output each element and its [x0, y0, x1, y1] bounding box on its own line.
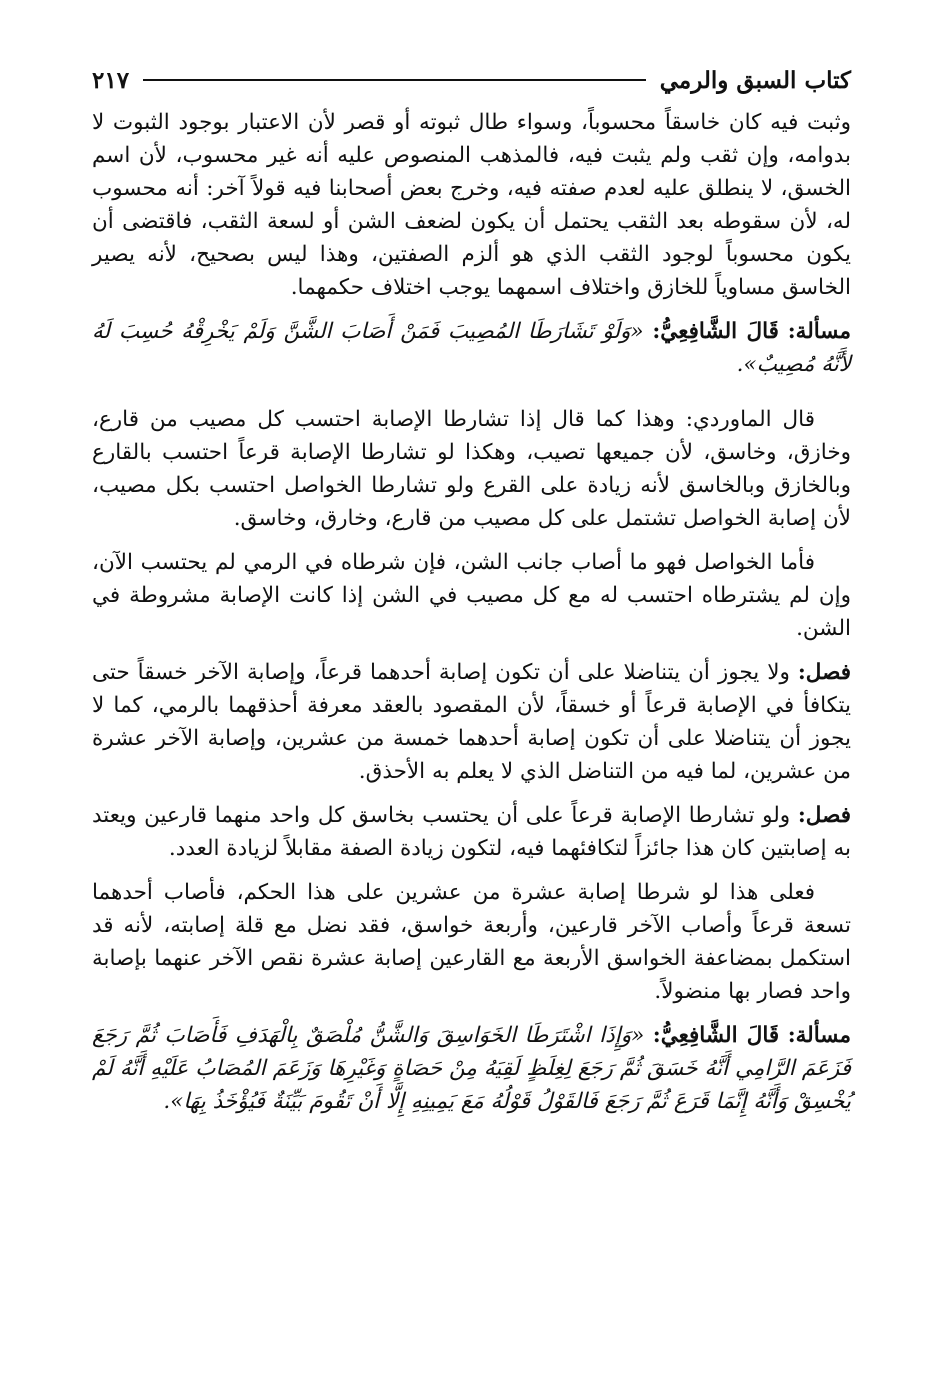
masala-label: مسألة: — [787, 319, 851, 344]
fasl-text: ولا يجوز أن يتناضلا على أن تكون إصابة أحدهما قرعاً، وإصابة الآخر خسقاً حتى يتكافأ في الإصابة قرعاً أو خسقاً، لأن المقصود بالعقد معرفة أحذقهما بالرمي، كما لا يجوز أن يتناضلا على أن تكون إصابة أحدهما خمسة من عشرين، وإصابة الآخر عشرة من عشرين، لما فيه من التناضل الذي لا يعلم به الأحذق. — [92, 660, 851, 784]
masala-paragraph-2 — [92, 1019, 851, 1118]
speaker-shafii: قَالَ الشَّافِعِيُّ: — [652, 1023, 780, 1048]
fasl-label: فصل: — [797, 660, 851, 685]
page-number: ٢١٧ — [92, 66, 130, 94]
fasl-label: فصل: — [797, 803, 851, 828]
masala-label: مسألة: — [787, 1023, 851, 1048]
quoted-text: «وَإِذَا اشْتَرَطَا الخَوَاسِقَ وَالشَّنُّ مُلْصَقٌ بِالْهَدَفِ فَأَصَابَ ثُمَّ رَجَعَ فَزَعَمَ الرَّامِي أَنَّهُ خَسَقَ ثُمَّ رَجَعَ لِغِلَظٍ لَقِيَهُ مِنْ حَصَاةٍ وَغَيْرِهَا وَزَعَمَ المُصَابُ عَلَيْهِ أَنَّهُ لَمْ يُخْسِقْ وَأَنَّهُ إِنَّمَا قَرَعَ ثُمَّ رَجَعَ فَالقَوْلُ قَوْلُهُ مَعَ يَمِينِهِ إِلَّا أَنْ تَقُومَ بَيِّنَةٌ فَيُؤْخَذُ بِهَا». — [92, 1023, 851, 1114]
speaker-shafii: قَالَ الشَّافِعِيُّ: — [652, 319, 779, 344]
paragraph-1: وثبت فيه كان خاسقاً محسوباً، وسواء طال ثبوته أو قصر لأن الاعتبار بوجود الثبوت لا بدوامه، وإن ثقب ولم يثبت فيه، فالمذهب المنصوص عليه أنه غير محسوب، لأن اسم الخسق، لا ينطلق عليه لعدم صفته فيه، وخرج بعض أصحابنا فيه قولاً آخر: أنه محسوب له، لأن سقوطه بعد الثقب يحتمل أن يكون لضعف الشن أو لسعة الثقب، فاقتضى أن يكون محسوباً لوجود الثقب الذي هو ألزم الصفتين، وهذا ليس بصحيح، لأنه يصير الخاسق مساوياً للخازق واختلاف اسمهما يوجب اختلاف حكمهما. — [92, 110, 851, 300]
masala-paragraph-1 — [92, 315, 851, 381]
header-rule — [143, 79, 646, 81]
page-body — [92, 106, 851, 1118]
paragraph-4: فأما الخواصل فهو ما أصاب جانب الشن، فإن شرطاه في الرمي لم يحتسب الآن، وإن لم يشترطاه احتسب له مع كل مصيب في الشن إذا كانت الإصابة مشروطة في الشن. — [92, 550, 851, 641]
paragraph-3: قال الماوردي: وهذا كما قال إذا تشارطا الإصابة احتسب كل مصيب من قارع، وخازق، وخاسق، لأن جميعها تصيب، وهكذا لو تشارطا الإصابة قرعاً احتسب بالقارع وبالخازق وبالخاسق لأنه زيادة على القرع ولو تشارطا الخواصل احتسب بكل مصيب، لأن إصابة الخواصل تشتمل على كل مصيب من قارع، وخارق، وخاسق. — [92, 407, 851, 531]
quoted-text: «وَلَوْ تَشَارَطَا المُصِيبَ فَمَنْ أَصَابَ الشَّنَّ وَلَمْ يَخْرِقْهُ حُسِبَ لَهُ لأَنَّهُ مُصِيبٌ». — [92, 319, 851, 377]
book-title: كتاب السبق والرمي — [659, 66, 851, 94]
fasl-text: ولو تشارطا الإصابة قرعاً على أن يحتسب بخاسق كل واحد منهما قارعين ويعتد به إصابتين كان هذا جائزاً لتكافئهما فيه، لتكون زيادة الصفة مقابلاً لزيادة العدد. — [92, 803, 851, 861]
paragraph-7: فعلى هذا لو شرطا إصابة عشرة من عشرين على هذا الحكم، فأصاب أحدهما تسعة قرعاً وأصاب الآخر قارعين، وأربعة خواسق، فقد نضل مع قلة إصابته، لأنه قد استكمل بمضاعفة الخواسق الأربعة مع القارعين إصابة عشرة نقص الآخر عنهما بإصابة واحد فصار بها منضولاً. — [92, 880, 851, 1004]
fasl-paragraph-2 — [92, 799, 851, 865]
page-header — [92, 62, 851, 98]
fasl-paragraph-1 — [92, 656, 851, 788]
